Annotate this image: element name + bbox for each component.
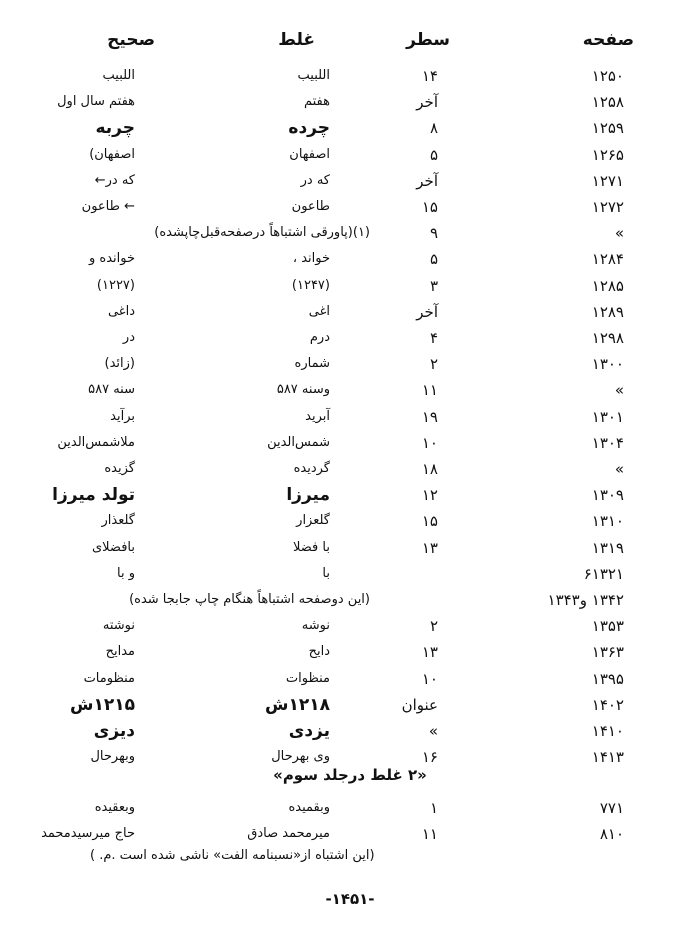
cell-line: ۱۶ <box>421 748 438 767</box>
table-row <box>0 824 700 848</box>
cell-line: ۲ <box>429 617 438 636</box>
cell-page: » <box>614 381 624 400</box>
table-row <box>0 511 700 535</box>
table-row <box>0 249 700 273</box>
cell-page: ۷۷۱ <box>599 799 624 817</box>
cell-wrong: با <box>322 565 330 581</box>
cell-right: منظومات <box>83 670 135 686</box>
cell-wrong: گلعزار <box>296 513 330 529</box>
header-line: سطر <box>406 30 450 50</box>
table-row <box>0 695 700 719</box>
cell-wrong: اصفهان <box>289 146 330 162</box>
cell-wrong: با فضلا <box>293 539 330 555</box>
cell-page: ۱۲۷۱ <box>591 171 624 190</box>
cell-line: ۱۱ <box>421 381 438 400</box>
cell-wrong: گردیده <box>293 461 330 476</box>
cell-page: ۱۳۰۱ <box>591 407 624 426</box>
cell-page: ۱۲۸۴ <box>591 250 624 269</box>
cell-wrong: وی بهرحال <box>271 749 330 765</box>
cell-line: ۴ <box>429 329 438 347</box>
cell-right: وبهرحال <box>90 749 135 765</box>
cell-line: ۸ <box>429 119 438 138</box>
cell-line: ۱۱ <box>421 825 438 843</box>
table-row <box>0 145 700 169</box>
cell-page: ۸۱۰ <box>599 825 624 843</box>
cell-wrong: آبرید <box>305 408 330 424</box>
cell-line: ۱۲ <box>421 486 438 505</box>
cell-right: اللبیب <box>102 68 135 83</box>
cell-wrong: شماره <box>294 356 330 372</box>
cell-wrong: چرده <box>288 118 330 139</box>
cell-line: عنوان <box>401 695 438 714</box>
cell-line: ۱۰ <box>421 669 438 688</box>
cell-wrong: دایح <box>308 644 330 660</box>
cell-wrong: هفتم <box>303 94 330 110</box>
table-row <box>0 171 700 195</box>
cell-right: چربه <box>95 118 135 139</box>
cell-wrong: ۱۲۱۸ش <box>265 694 330 715</box>
cell-note: (۱)(پاورقی اشتباهاً درصفحه‌قبل‌چاپشده) <box>154 225 370 241</box>
cell-wrong: شمس‌الدین <box>267 434 330 450</box>
table-row <box>0 590 700 614</box>
cell-line: ۱۵ <box>421 198 438 216</box>
cell-wrong: میرزا <box>286 485 330 506</box>
table-row <box>0 721 700 745</box>
table-row <box>0 118 700 142</box>
cell-page: ۱۲۸۹ <box>591 302 624 321</box>
cell-wrong: خواند ، <box>292 251 330 267</box>
cell-page: ۱۳۱۰ <box>591 512 624 531</box>
page-number: -۱۴۵۱- <box>325 890 375 908</box>
cell-right: نوشته <box>102 618 135 634</box>
table-row <box>0 197 700 221</box>
cell-page: ۱۳۹۵ <box>591 669 624 688</box>
cell-page: ۱۲۸۵ <box>591 276 624 295</box>
table-row <box>0 223 700 247</box>
table-row <box>0 433 700 457</box>
cell-page: ۱۳۵۳ <box>591 617 624 636</box>
cell-page: ۱۲۵۰ <box>591 67 624 85</box>
cell-wrong: منظوات <box>285 670 330 686</box>
cell-page: ۱۳۰۰ <box>591 355 624 374</box>
cell-page: ۶۱۳۲۱ <box>583 564 624 583</box>
table-row <box>0 276 700 300</box>
cell-line: ۱۸ <box>421 460 438 478</box>
table-row <box>0 302 700 326</box>
cell-wrong: نوشه <box>301 618 330 634</box>
table-row <box>0 798 700 822</box>
cell-right: ← طاعون <box>81 199 135 214</box>
table-row <box>0 328 700 352</box>
cell-line: آخر <box>416 93 438 112</box>
header-wrong: غلط <box>278 30 315 50</box>
cell-right: حاج میرسیدمحمد <box>41 826 135 841</box>
cell-right: گلعذار <box>101 513 135 529</box>
cell-right: دیزی <box>93 721 135 741</box>
cell-right: و با <box>117 565 135 581</box>
cell-line: ۱۳ <box>421 538 438 557</box>
cell-note: (این دوصفحه اشتباهاً هنگام چاپ جابجا شده) <box>129 592 370 607</box>
cell-right: سنه ۵۸۷ <box>88 382 135 398</box>
cell-line: ۱۹ <box>421 407 438 426</box>
cell-line: ۵ <box>429 250 438 269</box>
cell-line: ۱۴ <box>421 67 438 85</box>
table-row <box>0 92 700 116</box>
cell-line: آخر <box>416 302 438 321</box>
table-row <box>0 485 700 509</box>
cell-page: » <box>614 224 624 243</box>
cell-right: ۱۲۱۵ش <box>70 694 135 715</box>
cell-right: گزیده <box>104 461 135 476</box>
cell-right: (۱۲۲۷) <box>96 277 135 293</box>
cell-line: ۹ <box>429 224 438 243</box>
cell-right: که در← <box>94 172 135 188</box>
cell-page: ۱۴۰۲ <box>591 695 624 714</box>
volume3-heading: «۲ غلط درجلد سوم» <box>273 766 427 784</box>
cell-page: ۱۲۷۲ <box>591 198 624 216</box>
cell-right: تولد میرزا <box>52 485 135 506</box>
cell-right: وبعقیده <box>94 800 135 815</box>
cell-line: ۱ <box>429 799 438 817</box>
cell-line: ۱۳ <box>421 643 438 662</box>
cell-wrong: درم <box>309 330 330 345</box>
header-right: صحیح <box>107 30 155 50</box>
table-row <box>0 459 700 483</box>
cell-page: ۱۳۴۲ و۱۳۴۳ <box>547 591 624 609</box>
table-row <box>0 66 700 90</box>
cell-page: ۱۳۰۹ <box>591 486 624 505</box>
cell-wrong: اغی <box>308 303 330 319</box>
cell-right: بافضلای <box>92 539 135 555</box>
cell-wrong: یزدی <box>288 721 330 741</box>
cell-page: » <box>614 460 624 478</box>
table-row <box>0 616 700 640</box>
cell-line: ۳ <box>429 276 438 295</box>
header-page: صفحه <box>582 30 634 50</box>
cell-wrong: میرمحمد صادق <box>247 826 330 841</box>
table-row <box>0 407 700 431</box>
cell-wrong: وسنه ۵۸۷ <box>276 382 330 398</box>
cell-right: در <box>122 330 135 345</box>
cell-page: ۱۳۶۳ <box>591 643 624 662</box>
cell-wrong: که در <box>300 172 330 188</box>
table-row <box>0 538 700 562</box>
cell-line: ۵ <box>429 145 438 164</box>
cell-right: خوانده و <box>88 251 135 267</box>
table-row <box>0 564 700 588</box>
cell-page: ۱۲۵۹ <box>591 119 624 138</box>
table-row <box>0 354 700 378</box>
table-row <box>0 380 700 404</box>
cell-line: ۱۰ <box>421 433 438 452</box>
cell-right: برآید <box>110 408 135 424</box>
cell-right: اصفهان) <box>89 146 135 162</box>
cell-right: (زائد) <box>104 356 135 372</box>
cell-right: مدایح <box>105 644 135 660</box>
cell-line: آخر <box>416 171 438 190</box>
cell-wrong: وبقمیده <box>288 800 330 815</box>
cell-page: ۱۲۶۵ <box>591 145 624 164</box>
cell-wrong: اللبیب <box>297 68 330 83</box>
cell-wrong: (۱۲۴۷) <box>291 277 330 293</box>
table-row <box>0 669 700 693</box>
footnote: (این اشتباه از«نسبنامه الفت» ناشی شده است .م. ) <box>90 848 375 863</box>
cell-page: ۱۲۹۸ <box>591 329 624 347</box>
cell-page: ۱۳۰۴ <box>591 433 624 452</box>
table-row <box>0 642 700 666</box>
cell-line: » <box>428 722 438 740</box>
cell-page: ۱۳۱۹ <box>591 538 624 557</box>
cell-right: ملاشمس‌الدین <box>57 434 135 450</box>
cell-page: ۱۴۱۰ <box>591 722 624 740</box>
cell-right: هفتم سال اول <box>57 94 135 110</box>
cell-right: داغی <box>107 303 135 319</box>
cell-page: ۱۲۵۸ <box>591 93 624 112</box>
cell-line: ۱۵ <box>421 512 438 531</box>
cell-wrong: طاعون <box>291 199 330 214</box>
cell-page: ۱۴۱۳ <box>591 748 624 767</box>
cell-line: ۲ <box>429 355 438 374</box>
